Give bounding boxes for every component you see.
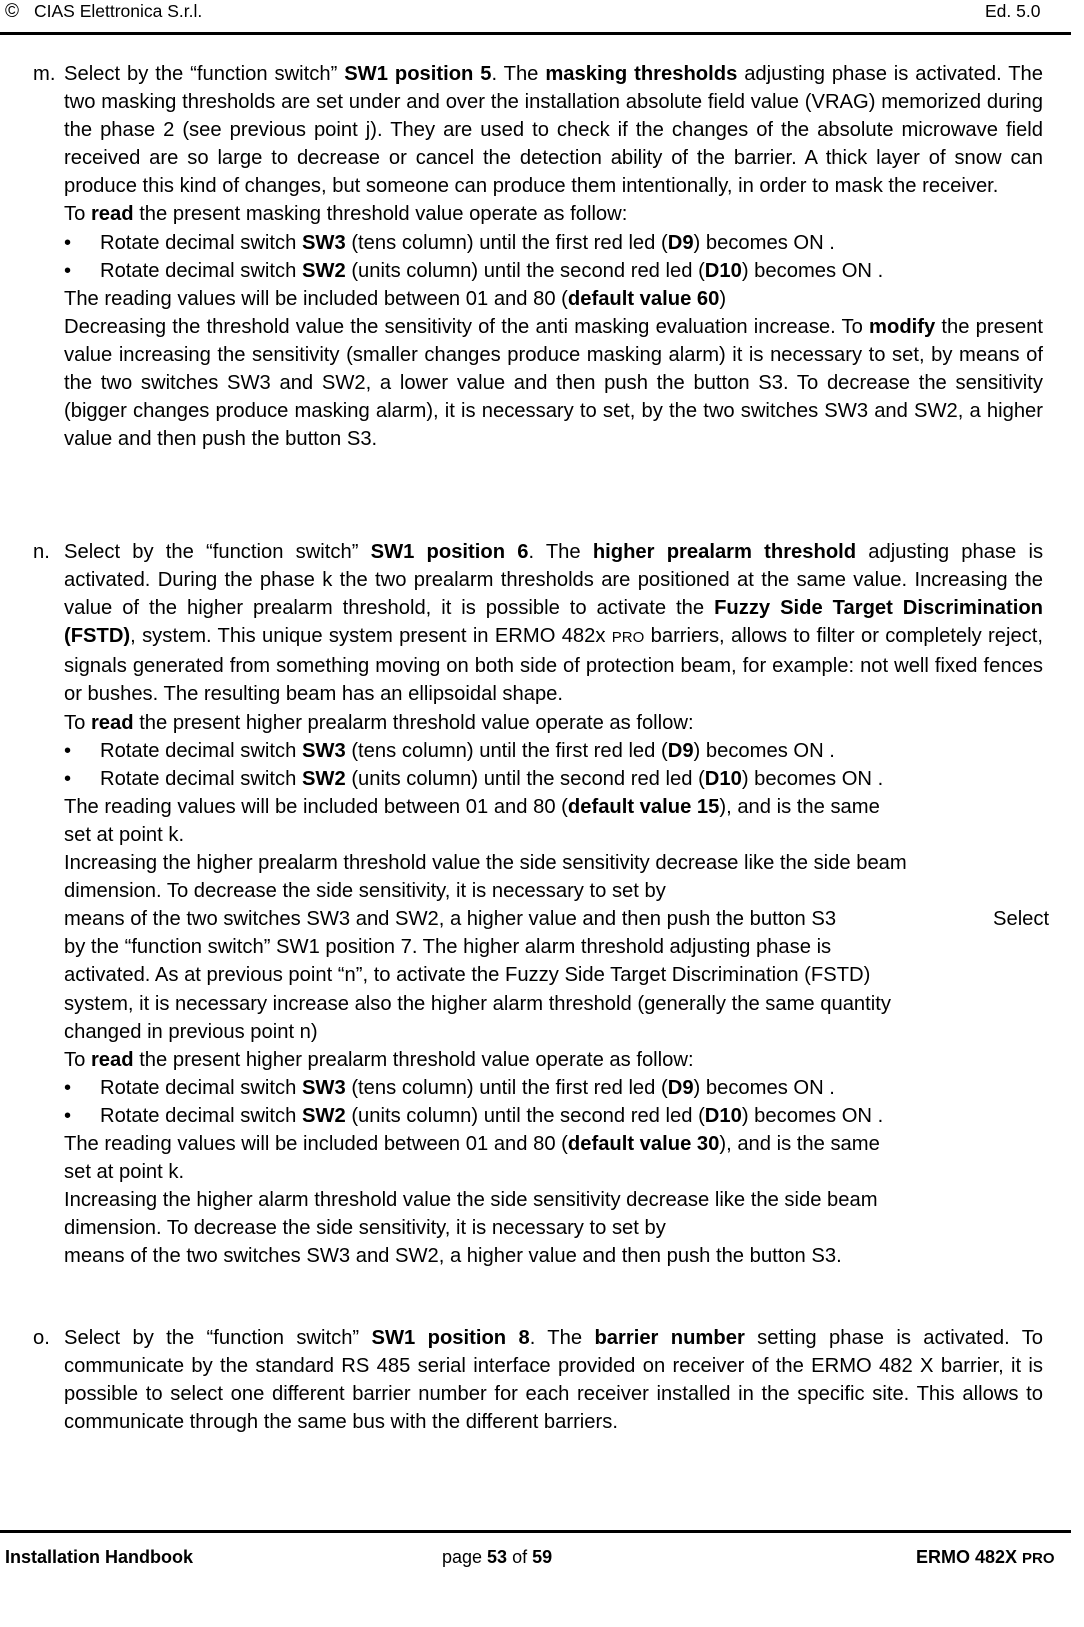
company-name: CIAS Elettronica S.r.l.	[34, 1, 203, 21]
bullet-icon: •	[64, 1104, 72, 1127]
section-n-reading2: The reading values will be included between 01 and 80 (default value 30), and is the same	[64, 1132, 880, 1155]
section-n-means: means of the two switches SW3 and SW2, a higher value and then push the button S3 Select	[64, 908, 1050, 931]
list-item: • Rotate decimal switch SW2 (units column) until the second red led (D10) becomes ON .	[64, 257, 1043, 285]
section-n-intro: Select by the “function switch” SW1 position 6. The higher prealarm threshold adjusting phase is activated. During the phase k the two prealarm thresholds are positioned at the same value. Increasing the value of the higher prealarm threshold, it is possible to activate the Fuzzy Side Target Discrimination (FSTD), system. This unique system present in ERMO 482x PRO barriers, allows to filter or completely reject, signals generated from something moving on both side of protection beam, for example: not well fixed fences or bushes. The resulting beam has an ellipsoidal shape.	[64, 541, 1044, 706]
list-item: • Rotate decimal switch SW3 (tens column) until the first red led (D9) becomes ON .	[64, 1074, 1043, 1102]
bullet-icon: •	[64, 231, 72, 254]
section-m-decrease: Decreasing the threshold value the sensitivity of the anti masking evaluation increase. To modify the present value increasing the sensitivity (smaller changes produce masking alarm) it is necessary to set, by means of the two switches SW3 and SW2, a lower value and then push the button S3. To decrease the sensitivity (bigger changes produce masking alarm), it is necessary to set, by the two switches SW3 and SW2, a higher value and then push the button S3.	[64, 315, 1043, 451]
section-n-increase-2: dimension. To decrease the side sensitivity, it is necessary to set by	[64, 880, 666, 903]
list-item: • Rotate decimal switch SW3 (tens column) until the first red led (D9) becomes ON .	[64, 737, 1043, 765]
section-m-intro: Select by the “function switch” SW1 position 5. The masking thresholds adjusting phase is activated. The two masking thresholds are set under and over the installation absolute field value (VRAG) memorized during the phase 2 (see previous point j). They are used to check if the changes of the absolute microwave field received are so large to decrease or cancel the detection ability of the barrier. A thick layer of snow can produce this kind of changes, but someone can produce them intentionally, in order to mask the receiver.	[64, 63, 1044, 198]
bullet-icon: •	[64, 259, 72, 282]
footer-rule	[0, 1530, 1071, 1533]
section-n-marker: n.	[33, 541, 50, 563]
section-m	[64, 60, 1043, 453]
bullet-icon: •	[64, 1076, 72, 1099]
section-n-increase2-2: dimension. To decrease the side sensitivity, it is necessary to set by	[64, 1217, 666, 1240]
section-n-reading-line2: set at point k.	[64, 823, 185, 846]
handbook-title: Installation Handbook	[5, 1547, 194, 1567]
section-n-reading2-line2: set at point k.	[64, 1161, 185, 1184]
section-n-read2: To read the present higher prealarm threshold value operate as follow:	[64, 1048, 694, 1071]
section-m-reading: The reading values will be included between 01 and 80 (default value 60)	[64, 287, 727, 310]
section-m-read: To read the present masking threshold value operate as follow:	[64, 203, 628, 226]
section-o-intro: Select by the “function switch” SW1 position 8. The barrier number setting phase is activated. To communicate by the standard RS 485 serial interface provided on receiver of the ERMO 482 X barrier, it is possible to select one different barrier number for each receiver installed in the specific site. This allows to communicate through the same bus with the different barriers.	[64, 1327, 1044, 1434]
edition: Ed. 5.0	[985, 1, 1041, 21]
bullet-icon: •	[64, 767, 72, 790]
copyright-icon: ©	[5, 1, 19, 22]
list-item: • Rotate decimal switch SW2 (units column) until the second red led (D10) becomes ON .	[64, 765, 1043, 793]
section-m-marker: m.	[33, 63, 56, 85]
section-n-next-4: changed in previous point n)	[64, 1020, 318, 1043]
section-n-next-3: system, it is necessary increase also the higher alarm threshold (generally the same quantity	[64, 992, 891, 1015]
section-n-increase2-1: Increasing the higher alarm threshold value the side sensitivity decrease like the side beam	[64, 1189, 878, 1212]
section-n-next-2: activated. As at previous point “n”, to activate the Fuzzy Side Target Discrimination (FSTD)	[64, 964, 871, 987]
section-o	[64, 1324, 1043, 1436]
bullet-icon: •	[64, 739, 72, 762]
page-indicator: page 53 of 59	[442, 1547, 553, 1567]
product-name: ERMO 482X PRO	[916, 1547, 1055, 1567]
list-item: • Rotate decimal switch SW3 (tens column) until the first red led (D9) becomes ON .	[64, 229, 1043, 257]
section-n	[64, 538, 1050, 1270]
section-n-next-1: by the “function switch” SW1 position 7. The higher alarm threshold adjusting phase is	[64, 936, 832, 959]
section-n-increase-1: Increasing the higher prealarm threshold value the side sensitivity decrease like the side beam	[64, 852, 907, 875]
section-n-means2: means of the two switches SW3 and SW2, a higher value and then push the button S3.	[64, 1245, 842, 1268]
list-item: • Rotate decimal switch SW2 (units column) until the second red led (D10) becomes ON .	[64, 1102, 1043, 1130]
section-n-read: To read the present higher prealarm threshold value operate as follow:	[64, 711, 694, 734]
section-n-reading: The reading values will be included between 01 and 80 (default value 15), and is the same	[64, 795, 880, 818]
section-o-marker: o.	[33, 1327, 50, 1349]
